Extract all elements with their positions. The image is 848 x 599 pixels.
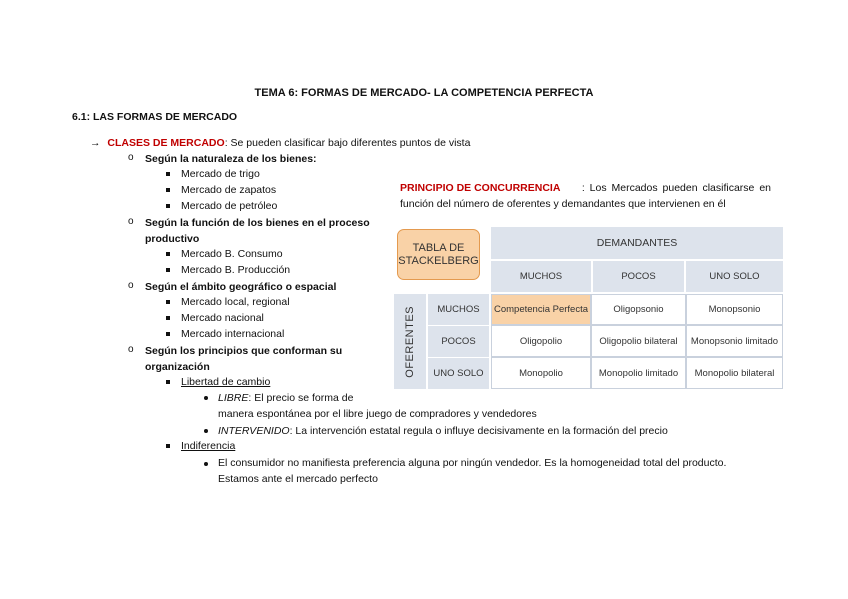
table-cell: Monopolio bilateral — [686, 357, 783, 389]
criterion-heading: Según la naturaleza de los bienes: — [145, 153, 317, 165]
list-item: Mercado de zapatos — [181, 184, 277, 196]
square-bullet-icon — [166, 252, 170, 256]
indiferencia-text: El consumidor no manifiesta preferencia alguna por ningún vendedor. Es la homogeneidad total del producto. — [218, 457, 727, 469]
table-cell: Monopolio limitado — [591, 357, 686, 389]
intervenido-line — [218, 425, 668, 438]
stackelberg-table — [394, 227, 783, 389]
libertad-label: Libertad de cambio — [181, 376, 271, 388]
criterion-heading: productivo — [145, 233, 200, 245]
list-item: Mercado nacional — [181, 312, 264, 324]
square-bullet-icon — [166, 332, 170, 336]
indiferencia-label: Indiferencia — [181, 440, 236, 452]
criterion-heading: Según los principios que conforman su — [145, 345, 343, 357]
arrow-icon: → — [90, 137, 101, 149]
square-bullet-icon — [166, 316, 170, 320]
circle-bullet-icon: o — [128, 280, 134, 291]
column-header: POCOS — [593, 261, 684, 292]
square-bullet-icon — [166, 204, 170, 208]
row-header: POCOS — [428, 326, 489, 357]
table-cell: Monopsonio limitado — [686, 325, 783, 357]
corner-line: STACKELBERG — [398, 254, 479, 267]
table-cell: Oligopsonio — [591, 294, 686, 325]
libre-text-cont: manera espontánea por el libre juego de compradores y vendedores — [218, 408, 537, 420]
table-cell: Oligopolio bilateral — [591, 325, 686, 357]
corner-line: TABLA DE — [412, 241, 465, 254]
criterion-heading: Según la función de los bienes en el proceso — [145, 217, 370, 229]
section-heading: 6.1: LAS FORMAS DE MERCADO — [72, 111, 238, 123]
list-item: Mercado B. Consumo — [181, 248, 283, 260]
table-cell: Oligopolio — [491, 325, 591, 357]
principio-text: : Los Mercados pueden clasificarse en — [581, 182, 771, 194]
list-item: Mercado B. Producción — [181, 264, 291, 276]
indiferencia-text-cont: Estamos ante el mercado perfecto — [218, 473, 378, 485]
dot-bullet-icon — [204, 462, 208, 466]
intervenido-text: : La intervención estatal regula o influye decisivamente en la formación del precio — [289, 425, 668, 437]
circle-bullet-icon: o — [128, 344, 134, 355]
list-item: Mercado de trigo — [181, 168, 260, 180]
column-header: UNO SOLO — [686, 261, 783, 292]
row-header: MUCHOS — [428, 294, 489, 325]
criterion-heading: organización — [145, 361, 210, 373]
square-bullet-icon — [166, 380, 170, 384]
libre-label: LIBRE — [218, 392, 249, 404]
clases-line — [90, 137, 470, 150]
square-bullet-icon — [166, 268, 170, 272]
table-cell: Monopolio — [491, 357, 591, 389]
dot-bullet-icon — [204, 396, 208, 400]
list-item: Mercado internacional — [181, 328, 285, 340]
page-title: TEMA 6: FORMAS DE MERCADO- LA COMPETENCIA PERFECTA — [254, 87, 594, 99]
dot-bullet-icon — [204, 429, 208, 433]
list-item: Mercado local, regional — [181, 296, 290, 308]
clases-text: : Se pueden clasificar bajo diferentes puntos de vista — [224, 137, 471, 149]
square-bullet-icon — [166, 172, 170, 176]
criterion-heading: Según el ámbito geográfico o espacial — [145, 281, 337, 293]
clases-label: CLASES DE MERCADO — [107, 137, 225, 149]
demandantes-header: DEMANDANTES — [491, 227, 783, 259]
circle-bullet-icon: o — [128, 152, 134, 163]
column-header: MUCHOS — [491, 261, 591, 292]
square-bullet-icon — [166, 444, 170, 448]
list-item: Mercado de petróleo — [181, 200, 278, 212]
square-bullet-icon — [166, 300, 170, 304]
square-bullet-icon — [166, 188, 170, 192]
principio-label: PRINCIPIO DE CONCURRENCIA — [400, 182, 561, 194]
principio-line — [400, 182, 771, 195]
row-header: UNO SOLO — [428, 358, 489, 389]
principio-text-cont: función del número de oferentes y demandantes que intervienen en él — [400, 198, 726, 210]
circle-bullet-icon: o — [128, 216, 134, 227]
intervenido-label: INTERVENIDO — [218, 425, 290, 437]
oferentes-header — [394, 294, 426, 389]
libre-line — [218, 392, 353, 405]
libre-text: : El precio se forma de — [248, 392, 354, 404]
table-cell: Monopsonio — [686, 294, 783, 325]
oferentes-label: OFERENTES — [404, 305, 416, 378]
table-cell: Competencia Perfecta — [491, 294, 591, 325]
table-corner — [397, 229, 480, 280]
